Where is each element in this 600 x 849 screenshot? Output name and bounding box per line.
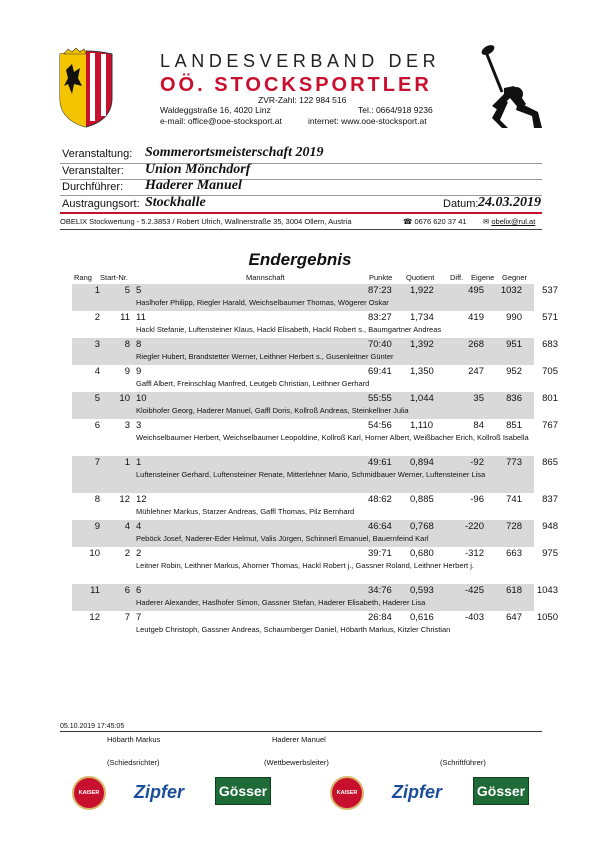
cell-diff: -403 xyxy=(464,612,484,623)
cell-team: 11 xyxy=(136,312,146,323)
cell-start: 2 xyxy=(124,548,130,559)
results-title: Endergebnis xyxy=(248,250,352,269)
schiedsrichter-name: Höbarth Markus xyxy=(107,735,161,744)
cell-start: 7 xyxy=(124,612,130,623)
cell-eigene: 851 xyxy=(506,420,522,431)
austragungsort-value: Stockhalle xyxy=(145,195,206,210)
cell-quotient: 1,734 xyxy=(410,312,434,323)
cell-diff: -425 xyxy=(464,585,484,596)
cell-team: 9 xyxy=(136,366,142,377)
cell-eigene: 663 xyxy=(506,548,522,559)
gosser-logo: Gösser xyxy=(473,777,529,805)
cell-eigene: 836 xyxy=(506,393,522,404)
cell-punkte: 55:55 xyxy=(368,393,392,404)
table-row xyxy=(72,392,558,419)
table-row xyxy=(72,611,558,638)
cell-rang: 1 xyxy=(94,285,100,296)
veranstalter-value: Union Mönchdorf xyxy=(145,162,251,177)
wettbewerbsleiter-role: (Wettbewerbsleiter) xyxy=(264,758,329,767)
organization-subtitle: OÖ. STOCKSPORTLER xyxy=(160,74,432,96)
organization-title: LANDESVERBAND DER xyxy=(160,51,441,71)
organization-website: internet: www.ooe-stocksport.at xyxy=(308,116,427,126)
table-row xyxy=(72,284,558,311)
cell-eigene: 773 xyxy=(506,457,522,468)
col-header-quotient: Quotient xyxy=(406,273,435,282)
veranstalter-label: Veranstalter: xyxy=(62,165,124,177)
cell-start: 10 xyxy=(119,393,130,404)
cell-start: 12 xyxy=(119,494,130,505)
cell-gegner: 683 xyxy=(542,339,558,350)
cell-quotient: 1,110 xyxy=(410,420,434,431)
cell-gegner: 1043 xyxy=(536,585,558,596)
cell-start: 11 xyxy=(120,312,130,323)
schiedsrichter-role: (Schiedsrichter) xyxy=(107,758,160,767)
veranstaltung-label: Veranstaltung: xyxy=(62,148,133,160)
team-players: Hackl Stefanie, Luftensteiner Klaus, Hackl Elisabeth, Hackl Robert s., Baumgartner Andreas xyxy=(136,325,442,334)
cell-punkte: 34:76 xyxy=(368,585,392,596)
cell-start: 4 xyxy=(124,521,130,532)
cell-diff: 35 xyxy=(473,393,484,404)
cell-eigene: 952 xyxy=(506,366,522,377)
cell-gegner: 767 xyxy=(542,420,558,431)
cell-gegner: 948 xyxy=(542,521,558,532)
cell-diff: -96 xyxy=(470,494,484,505)
team-players: Riegler Hubert, Brandstetter Werner, Leithner Herbert s., Gusenleitner Günter xyxy=(136,352,394,361)
cell-rang: 12 xyxy=(89,612,100,623)
organization-address: Waldeggstraße 16, 4020 Linz xyxy=(160,105,271,115)
cell-rang: 7 xyxy=(94,457,100,468)
zipfer-logo: Zipfer xyxy=(134,782,185,802)
col-header-start: Start-Nr. xyxy=(100,273,128,282)
cell-eigene: 951 xyxy=(506,339,522,350)
cell-rang: 8 xyxy=(94,494,100,505)
cell-rang: 4 xyxy=(94,366,100,377)
stock-player-icon xyxy=(480,42,550,130)
obelix-email-link[interactable]: obelix@rul.at xyxy=(491,217,536,226)
cell-start: 6 xyxy=(124,585,130,596)
cell-start: 5 xyxy=(124,285,130,296)
cell-rang: 11 xyxy=(90,585,100,596)
zipfer-logo: Zipfer xyxy=(392,782,443,802)
col-header-mannschaft: Mannschaft xyxy=(246,273,285,282)
team-players: Haderer Alexander, Haslhofer Simon, Gassner Stefan, Haderer Elisabeth, Haderer Lisa xyxy=(136,598,426,607)
cell-rang: 3 xyxy=(94,339,100,350)
upper-austria-coat-of-arms xyxy=(58,48,114,128)
divider xyxy=(60,179,542,180)
cell-punkte: 69:41 xyxy=(368,366,392,377)
footer-divider xyxy=(60,731,542,732)
table-row xyxy=(72,520,558,547)
cell-start: 3 xyxy=(124,420,130,431)
obelix-software-info: OBELIX Stockwertung - 5.2.3853 / Robert Ulrich, Wallnerstraße 35, 3004 Ollern, Austria xyxy=(60,217,352,226)
austragungsort-label: Austragungsort: xyxy=(62,198,140,210)
table-row xyxy=(72,338,558,365)
team-players: Weichselbaumer Herbert, Weichselbaumer Leopoldine, Kollroß Karl, Horner Albert, Weißbacher Erich, Kollroß Isabella xyxy=(136,433,529,442)
team-players: Luftensteiner Gerhard, Luftensteiner Renate, Mitterlehner Mario, Schmidbauer Werner, Luftensteiner Lisa xyxy=(136,470,486,479)
cell-quotient: 0,894 xyxy=(410,457,434,468)
cell-rang: 9 xyxy=(94,521,100,532)
cell-punkte: 48:62 xyxy=(368,494,392,505)
cell-gegner: 705 xyxy=(542,366,558,377)
cell-gegner: 801 xyxy=(542,393,558,404)
datum-label: Datum: xyxy=(443,198,479,210)
cell-team: 8 xyxy=(136,339,142,350)
table-row xyxy=(72,419,558,456)
cell-team: 7 xyxy=(136,612,142,623)
cell-rang: 2 xyxy=(94,312,100,323)
cell-diff: 419 xyxy=(468,312,484,323)
cell-team: 6 xyxy=(136,585,142,596)
cell-rang: 10 xyxy=(89,548,100,559)
print-timestamp: 05.10.2019 17:45:05 xyxy=(60,723,125,730)
obelix-phone-number: 0676 620 37 41 xyxy=(414,217,467,226)
cell-quotient: 0,616 xyxy=(410,612,434,623)
divider xyxy=(60,195,542,196)
phone-icon: ☎ xyxy=(403,217,413,226)
mail-icon: ✉ xyxy=(483,217,490,226)
team-players: Gaffl Albert, Freinschlag Manfred, Leutgeb Christian, Leithner Gerhard xyxy=(136,379,370,388)
cell-punkte: 46:64 xyxy=(368,521,392,532)
cell-team: 5 xyxy=(136,285,142,296)
cell-punkte: 26:84 xyxy=(368,612,392,623)
cell-gegner: 1050 xyxy=(536,612,558,623)
col-header-rang: Rang xyxy=(74,273,92,282)
organization-phone: Tel.: 0664/918 9236 xyxy=(358,105,433,115)
table-row xyxy=(72,493,558,520)
cell-punkte: 39:71 xyxy=(368,548,392,559)
table-row xyxy=(72,547,558,584)
datum-value: 24.03.2019 xyxy=(478,195,541,210)
cell-gegner: 865 xyxy=(542,457,558,468)
cell-diff: 84 xyxy=(473,420,484,431)
schriftfuehrer-role: (Schriftführer) xyxy=(440,758,486,767)
cell-rang: 5 xyxy=(94,393,100,404)
divider xyxy=(60,163,542,164)
table-row xyxy=(72,456,558,493)
team-players: Kloibhofer Georg, Haderer Manuel, Gaffl Doris, Kollroß Andreas, Steinkellner Julia xyxy=(136,406,409,415)
cell-diff: -220 xyxy=(464,521,484,532)
cell-punkte: 87:23 xyxy=(368,285,392,296)
cell-quotient: 0,680 xyxy=(410,548,434,559)
col-header-diff: Diff. xyxy=(450,273,464,282)
durchfuehrer-label: Durchführer: xyxy=(62,181,124,193)
team-players: Leutgeb Christoph, Gassner Andreas, Schaumberger Daniel, Höbarth Markus, Kitzler Christian xyxy=(136,625,451,634)
durchfuehrer-value: Haderer Manuel xyxy=(145,178,242,193)
cell-eigene: 741 xyxy=(506,494,522,505)
team-players: Leitner Robin, Leithner Markus, Ahorner Thomas, Hackl Robert j., Gassner Roland, Leithner Herbert j. xyxy=(136,561,474,570)
wettbewerbsleiter-name: Haderer Manuel xyxy=(272,735,326,744)
cell-team: 10 xyxy=(136,393,147,404)
zvr-number: ZVR-Zahl: 122 984 516 xyxy=(258,95,347,105)
table-row xyxy=(72,365,558,392)
results-table xyxy=(72,284,558,638)
cell-quotient: 1,350 xyxy=(410,366,434,377)
cell-diff: 268 xyxy=(468,339,484,350)
cell-start: 1 xyxy=(124,457,130,468)
cell-team: 4 xyxy=(136,521,142,532)
cell-gegner: 537 xyxy=(542,285,558,296)
cell-gegner: 975 xyxy=(542,548,558,559)
cell-punkte: 83:27 xyxy=(368,312,392,323)
cell-team: 3 xyxy=(136,420,142,431)
obelix-email[interactable] xyxy=(483,217,535,226)
cell-quotient: 0,593 xyxy=(410,585,434,596)
cell-eigene: 618 xyxy=(506,585,522,596)
cell-gegner: 837 xyxy=(542,494,558,505)
table-row xyxy=(72,311,558,338)
cell-diff: 247 xyxy=(468,366,484,377)
cell-team: 2 xyxy=(136,548,142,559)
team-players: Haslhofer Philipp, Riegler Harald, Weichselbaumer Thomas, Wögerer Oskar xyxy=(136,298,389,307)
gosser-logo: Gösser xyxy=(215,777,271,805)
cell-diff: -92 xyxy=(470,457,484,468)
cell-quotient: 1,044 xyxy=(410,393,434,404)
team-players: Mühlehner Markus, Starzer Andreas, Gaffl Thomas, Pilz Bernhard xyxy=(136,507,355,516)
obelix-phone xyxy=(403,217,467,226)
cell-gegner: 571 xyxy=(542,312,558,323)
red-divider xyxy=(60,212,542,214)
cell-start: 8 xyxy=(124,339,130,350)
cell-start: 9 xyxy=(124,366,130,377)
cell-eigene: 1032 xyxy=(500,285,522,296)
cell-diff: -312 xyxy=(464,548,484,559)
cell-quotient: 0,768 xyxy=(410,521,434,532)
divider xyxy=(60,229,542,230)
kaiser-logo: KAISER xyxy=(72,776,106,810)
cell-punkte: 70:40 xyxy=(368,339,392,350)
veranstaltung-value: Sommerortsmeisterschaft 2019 xyxy=(145,145,324,160)
cell-quotient: 1,922 xyxy=(410,285,434,296)
organization-email: e-mail: office@ooe-stocksport.at xyxy=(160,116,282,126)
cell-eigene: 990 xyxy=(506,312,522,323)
cell-quotient: 0,885 xyxy=(410,494,434,505)
cell-rang: 6 xyxy=(94,420,100,431)
cell-eigene: 647 xyxy=(506,612,522,623)
col-header-punkte: Punkte xyxy=(369,273,393,282)
col-header-eigene: Eigene xyxy=(471,273,495,282)
col-header-gegner: Gegner xyxy=(502,273,528,282)
cell-eigene: 728 xyxy=(506,521,522,532)
kaiser-logo: KAISER xyxy=(330,776,364,810)
cell-team: 12 xyxy=(136,494,147,505)
cell-quotient: 1,392 xyxy=(410,339,434,350)
cell-punkte: 49:61 xyxy=(368,457,392,468)
cell-team: 1 xyxy=(136,457,142,468)
team-players: Peböck Josef, Naderer-Eder Helmut, Valis Jürgen, Schinnerl Emanuel, Bauernfeind Karl xyxy=(136,534,429,543)
table-row xyxy=(72,584,558,611)
cell-punkte: 54:56 xyxy=(368,420,392,431)
cell-diff: 495 xyxy=(468,285,484,296)
